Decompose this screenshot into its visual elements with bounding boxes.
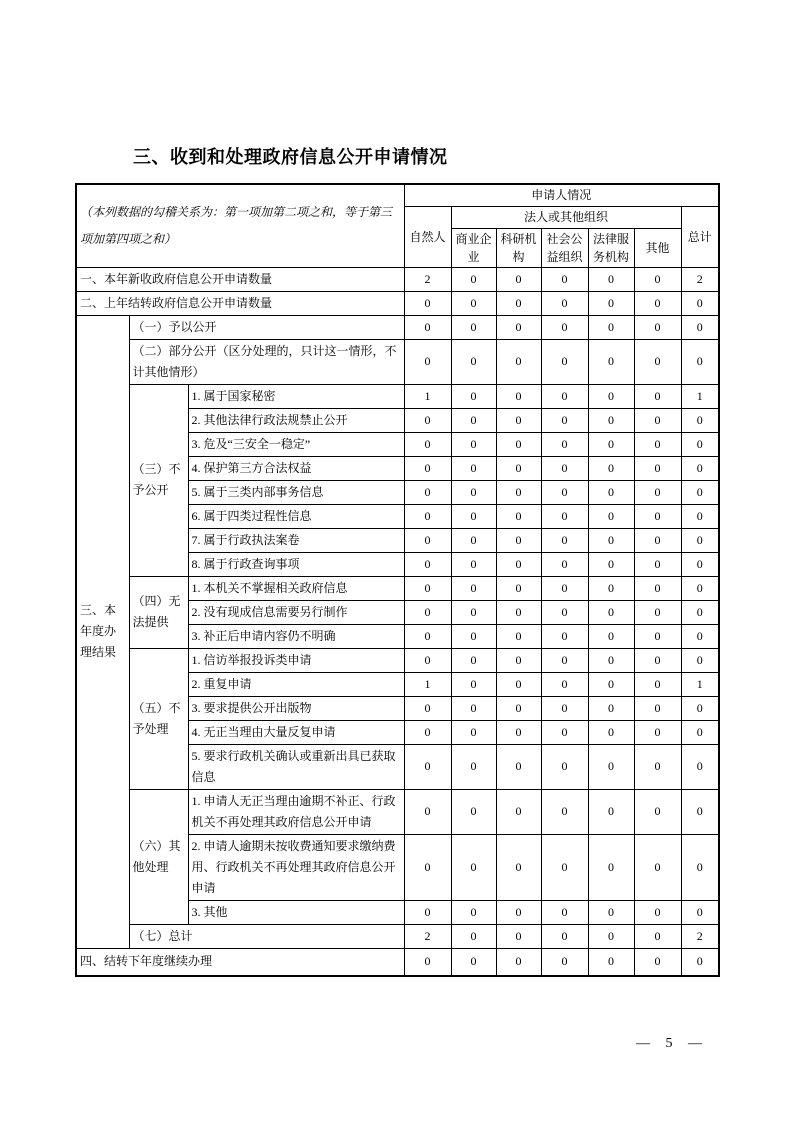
value-cell: 0 bbox=[541, 504, 588, 528]
value-cell: 0 bbox=[681, 834, 719, 900]
value-cell: 0 bbox=[541, 576, 588, 600]
table-row bbox=[76, 267, 719, 291]
row-label: 4. 无正当理由大量反复申请 bbox=[188, 720, 404, 744]
group-label-not-disclosed: （三）不予公开 bbox=[129, 384, 188, 576]
value-cell: 0 bbox=[541, 600, 588, 624]
value-cell: 0 bbox=[451, 456, 496, 480]
value-cell: 2 bbox=[404, 924, 451, 948]
group-label-unable-to-provide: （四）无法提供 bbox=[129, 576, 188, 648]
value-cell: 0 bbox=[634, 552, 681, 576]
row-label: 1. 信访举报投诉类申请 bbox=[188, 648, 404, 672]
value-cell: 0 bbox=[451, 624, 496, 648]
value-cell: 0 bbox=[541, 696, 588, 720]
row-label: 1. 本机关不掌握相关政府信息 bbox=[188, 576, 404, 600]
group-label-annual-results: 三、本年度办理结果 bbox=[76, 315, 129, 948]
value-cell: 0 bbox=[404, 552, 451, 576]
value-cell: 0 bbox=[634, 924, 681, 948]
value-cell: 0 bbox=[541, 924, 588, 948]
value-cell: 0 bbox=[496, 834, 541, 900]
value-cell: 0 bbox=[496, 267, 541, 291]
value-cell: 0 bbox=[404, 315, 451, 339]
value-cell: 0 bbox=[541, 900, 588, 924]
value-cell: 0 bbox=[404, 789, 451, 834]
table-row bbox=[76, 576, 719, 600]
value-cell: 0 bbox=[451, 504, 496, 528]
value-cell: 0 bbox=[404, 648, 451, 672]
header-total: 总计 bbox=[681, 206, 719, 267]
row-label: 7. 属于行政执法案卷 bbox=[188, 528, 404, 552]
header-org-type-research: 科研机构 bbox=[496, 228, 541, 267]
value-cell: 0 bbox=[634, 744, 681, 789]
report-table bbox=[75, 183, 720, 977]
header-org-type-commercial: 商业企业 bbox=[451, 228, 496, 267]
value-cell: 0 bbox=[634, 432, 681, 456]
value-cell: 1 bbox=[404, 384, 451, 408]
value-cell: 0 bbox=[451, 480, 496, 504]
value-cell: 0 bbox=[541, 834, 588, 900]
value-cell: 0 bbox=[541, 552, 588, 576]
value-cell: 0 bbox=[541, 672, 588, 696]
value-cell: 0 bbox=[496, 576, 541, 600]
value-cell: 0 bbox=[404, 408, 451, 432]
value-cell: 0 bbox=[404, 600, 451, 624]
value-cell: 0 bbox=[588, 480, 634, 504]
value-cell: 1 bbox=[404, 672, 451, 696]
value-cell: 0 bbox=[404, 480, 451, 504]
value-cell: 0 bbox=[541, 744, 588, 789]
value-cell: 0 bbox=[496, 432, 541, 456]
value-cell: 0 bbox=[541, 432, 588, 456]
value-cell: 0 bbox=[451, 900, 496, 924]
group-label-not-processed: （五）不予处理 bbox=[129, 648, 188, 789]
value-cell: 0 bbox=[451, 672, 496, 696]
value-cell: 0 bbox=[404, 696, 451, 720]
value-cell: 0 bbox=[404, 504, 451, 528]
value-cell: 0 bbox=[588, 432, 634, 456]
value-cell: 0 bbox=[681, 696, 719, 720]
page-number: — 5 — bbox=[636, 1036, 702, 1051]
value-cell: 0 bbox=[588, 408, 634, 432]
value-cell: 0 bbox=[588, 267, 634, 291]
value-cell: 0 bbox=[541, 456, 588, 480]
value-cell: 0 bbox=[496, 672, 541, 696]
value-cell: 1 bbox=[681, 672, 719, 696]
value-cell: 0 bbox=[496, 480, 541, 504]
row-label: 3. 要求提供公开出版物 bbox=[188, 696, 404, 720]
header-natural-person: 自然人 bbox=[404, 206, 451, 267]
value-cell: 0 bbox=[451, 384, 496, 408]
value-cell: 0 bbox=[451, 696, 496, 720]
value-cell: 0 bbox=[541, 624, 588, 648]
value-cell: 0 bbox=[588, 744, 634, 789]
value-cell: 0 bbox=[541, 720, 588, 744]
value-cell: 0 bbox=[496, 408, 541, 432]
value-cell: 0 bbox=[451, 552, 496, 576]
value-cell: 0 bbox=[588, 600, 634, 624]
value-cell: 0 bbox=[541, 948, 588, 976]
value-cell: 2 bbox=[681, 924, 719, 948]
value-cell: 0 bbox=[681, 504, 719, 528]
value-cell: 0 bbox=[404, 948, 451, 976]
table-row bbox=[76, 384, 719, 408]
row-label: （二）部分公开（区分处理的，只计这一情形，不计其他情形） bbox=[129, 339, 404, 384]
value-cell: 0 bbox=[451, 648, 496, 672]
value-cell: 0 bbox=[634, 267, 681, 291]
row-label: 2. 其他法律行政法规禁止公开 bbox=[188, 408, 404, 432]
value-cell: 0 bbox=[588, 576, 634, 600]
value-cell: 0 bbox=[681, 576, 719, 600]
value-cell: 0 bbox=[681, 480, 719, 504]
value-cell: 0 bbox=[496, 291, 541, 315]
page-title: 三、收到和处理政府信息公开申请情况 bbox=[133, 147, 448, 167]
value-cell: 0 bbox=[451, 408, 496, 432]
value-cell: 0 bbox=[634, 384, 681, 408]
value-cell: 2 bbox=[404, 267, 451, 291]
row-label: （七）总计 bbox=[129, 924, 404, 948]
value-cell: 0 bbox=[588, 339, 634, 384]
row-label: 1. 申请人无正当理由逾期不补正、行政机关不再处理其政府信息公开申请 bbox=[188, 789, 404, 834]
row-label: 1. 属于国家秘密 bbox=[188, 384, 404, 408]
value-cell: 0 bbox=[588, 789, 634, 834]
value-cell: 0 bbox=[404, 339, 451, 384]
value-cell: 0 bbox=[681, 789, 719, 834]
value-cell: 0 bbox=[634, 315, 681, 339]
row-label: 4. 保护第三方合法权益 bbox=[188, 456, 404, 480]
value-cell: 0 bbox=[681, 432, 719, 456]
value-cell: 0 bbox=[588, 552, 634, 576]
value-cell: 0 bbox=[588, 291, 634, 315]
table-row bbox=[76, 648, 719, 672]
table-row bbox=[76, 339, 719, 384]
value-cell: 0 bbox=[588, 696, 634, 720]
value-cell: 0 bbox=[634, 948, 681, 976]
row-label: 6. 属于四类过程性信息 bbox=[188, 504, 404, 528]
value-cell: 0 bbox=[681, 720, 719, 744]
value-cell: 0 bbox=[588, 624, 634, 648]
value-cell: 0 bbox=[634, 672, 681, 696]
value-cell: 0 bbox=[634, 339, 681, 384]
value-cell: 0 bbox=[634, 480, 681, 504]
value-cell: 0 bbox=[634, 600, 681, 624]
table-row bbox=[76, 291, 719, 315]
value-cell: 0 bbox=[588, 948, 634, 976]
value-cell: 0 bbox=[681, 408, 719, 432]
value-cell: 0 bbox=[404, 528, 451, 552]
value-cell: 0 bbox=[451, 432, 496, 456]
value-cell: 0 bbox=[634, 291, 681, 315]
value-cell: 0 bbox=[588, 720, 634, 744]
value-cell: 0 bbox=[496, 384, 541, 408]
value-cell: 0 bbox=[496, 948, 541, 976]
value-cell: 0 bbox=[681, 744, 719, 789]
value-cell: 0 bbox=[634, 696, 681, 720]
value-cell: 0 bbox=[588, 834, 634, 900]
value-cell: 0 bbox=[496, 339, 541, 384]
value-cell: 0 bbox=[496, 315, 541, 339]
value-cell: 0 bbox=[451, 528, 496, 552]
value-cell: 0 bbox=[404, 291, 451, 315]
row-label: 一、本年新收政府信息公开申请数量 bbox=[76, 267, 404, 291]
row-label: 2. 重复申请 bbox=[188, 672, 404, 696]
value-cell: 0 bbox=[634, 648, 681, 672]
value-cell: 0 bbox=[496, 600, 541, 624]
value-cell: 0 bbox=[451, 291, 496, 315]
value-cell: 2 bbox=[681, 267, 719, 291]
value-cell: 0 bbox=[634, 576, 681, 600]
value-cell: 0 bbox=[634, 456, 681, 480]
value-cell: 0 bbox=[541, 384, 588, 408]
value-cell: 0 bbox=[451, 948, 496, 976]
value-cell: 0 bbox=[634, 408, 681, 432]
value-cell: 0 bbox=[404, 834, 451, 900]
group-label-other-handling: （六）其他处理 bbox=[129, 789, 188, 924]
value-cell: 0 bbox=[681, 291, 719, 315]
value-cell: 0 bbox=[404, 624, 451, 648]
value-cell: 0 bbox=[541, 408, 588, 432]
value-cell: 0 bbox=[541, 480, 588, 504]
header-org-type-public-welfare: 社会公益组织 bbox=[541, 228, 588, 267]
row-label: 8. 属于行政查询事项 bbox=[188, 552, 404, 576]
value-cell: 0 bbox=[588, 456, 634, 480]
value-cell: 1 bbox=[681, 384, 719, 408]
value-cell: 0 bbox=[451, 576, 496, 600]
value-cell: 0 bbox=[404, 576, 451, 600]
value-cell: 0 bbox=[541, 789, 588, 834]
row-label: 5. 属于三类内部事务信息 bbox=[188, 480, 404, 504]
header-applicant-situation: 申请人情况 bbox=[404, 184, 719, 206]
header-org-type-other: 其他 bbox=[634, 228, 681, 267]
header-row-1 bbox=[76, 184, 719, 206]
value-cell: 0 bbox=[496, 648, 541, 672]
value-cell: 0 bbox=[451, 834, 496, 900]
row-label: 3. 危及“三安全一稳定” bbox=[188, 432, 404, 456]
value-cell: 0 bbox=[588, 924, 634, 948]
value-cell: 0 bbox=[681, 600, 719, 624]
value-cell: 0 bbox=[588, 504, 634, 528]
value-cell: 0 bbox=[496, 624, 541, 648]
row-label: 2. 没有现成信息需要另行制作 bbox=[188, 600, 404, 624]
header-legal-or-other-org: 法人或其他组织 bbox=[451, 206, 681, 228]
value-cell: 0 bbox=[451, 720, 496, 744]
table-row bbox=[76, 924, 719, 948]
value-cell: 0 bbox=[681, 900, 719, 924]
value-cell: 0 bbox=[496, 900, 541, 924]
row-label: 二、上年结转政府信息公开申请数量 bbox=[76, 291, 404, 315]
table-row bbox=[76, 948, 719, 976]
row-label: 3. 补正后申请内容仍不明确 bbox=[188, 624, 404, 648]
value-cell: 0 bbox=[451, 315, 496, 339]
value-cell: 0 bbox=[634, 720, 681, 744]
value-cell: 0 bbox=[588, 528, 634, 552]
value-cell: 0 bbox=[404, 432, 451, 456]
value-cell: 0 bbox=[496, 504, 541, 528]
value-cell: 0 bbox=[541, 528, 588, 552]
value-cell: 0 bbox=[496, 696, 541, 720]
value-cell: 0 bbox=[681, 552, 719, 576]
value-cell: 0 bbox=[451, 600, 496, 624]
table-row bbox=[76, 789, 719, 834]
value-cell: 0 bbox=[404, 900, 451, 924]
value-cell: 0 bbox=[404, 720, 451, 744]
value-cell: 0 bbox=[451, 924, 496, 948]
value-cell: 0 bbox=[634, 900, 681, 924]
value-cell: 0 bbox=[588, 672, 634, 696]
value-cell: 0 bbox=[681, 528, 719, 552]
value-cell: 0 bbox=[451, 339, 496, 384]
row-label: （一）予以公开 bbox=[129, 315, 404, 339]
value-cell: 0 bbox=[404, 744, 451, 789]
value-cell: 0 bbox=[634, 624, 681, 648]
value-cell: 0 bbox=[634, 789, 681, 834]
value-cell: 0 bbox=[541, 315, 588, 339]
value-cell: 0 bbox=[496, 456, 541, 480]
value-cell: 0 bbox=[681, 624, 719, 648]
value-cell: 0 bbox=[588, 900, 634, 924]
header-org-type-legal-service: 法律服务机构 bbox=[588, 228, 634, 267]
value-cell: 0 bbox=[634, 834, 681, 900]
value-cell: 0 bbox=[541, 267, 588, 291]
value-cell: 0 bbox=[634, 528, 681, 552]
table-row bbox=[76, 315, 719, 339]
value-cell: 0 bbox=[451, 789, 496, 834]
value-cell: 0 bbox=[588, 315, 634, 339]
value-cell: 0 bbox=[541, 291, 588, 315]
value-cell: 0 bbox=[588, 384, 634, 408]
value-cell: 0 bbox=[681, 339, 719, 384]
value-cell: 0 bbox=[681, 948, 719, 976]
value-cell: 0 bbox=[634, 504, 681, 528]
value-cell: 0 bbox=[404, 456, 451, 480]
row-label: 2. 申请人逾期未按收费通知要求缴纳费用、行政机关不再处理其政府信息公开申请 bbox=[188, 834, 404, 900]
value-cell: 0 bbox=[681, 456, 719, 480]
value-cell: 0 bbox=[451, 744, 496, 789]
value-cell: 0 bbox=[588, 648, 634, 672]
row-label: 3. 其他 bbox=[188, 900, 404, 924]
value-cell: 0 bbox=[541, 648, 588, 672]
value-cell: 0 bbox=[541, 339, 588, 384]
value-cell: 0 bbox=[681, 648, 719, 672]
row-label: 5. 要求行政机关确认或重新出具已获取信息 bbox=[188, 744, 404, 789]
value-cell: 0 bbox=[451, 267, 496, 291]
value-cell: 0 bbox=[496, 552, 541, 576]
value-cell: 0 bbox=[496, 720, 541, 744]
table-note: （本列数据的勾稽关系为：第一项加第二项之和，等于第三项加第四项之和） bbox=[76, 184, 404, 267]
value-cell: 0 bbox=[496, 789, 541, 834]
value-cell: 0 bbox=[681, 315, 719, 339]
row-label: 四、结转下年度继续办理 bbox=[76, 948, 404, 976]
value-cell: 0 bbox=[496, 924, 541, 948]
value-cell: 0 bbox=[496, 744, 541, 789]
value-cell: 0 bbox=[496, 528, 541, 552]
